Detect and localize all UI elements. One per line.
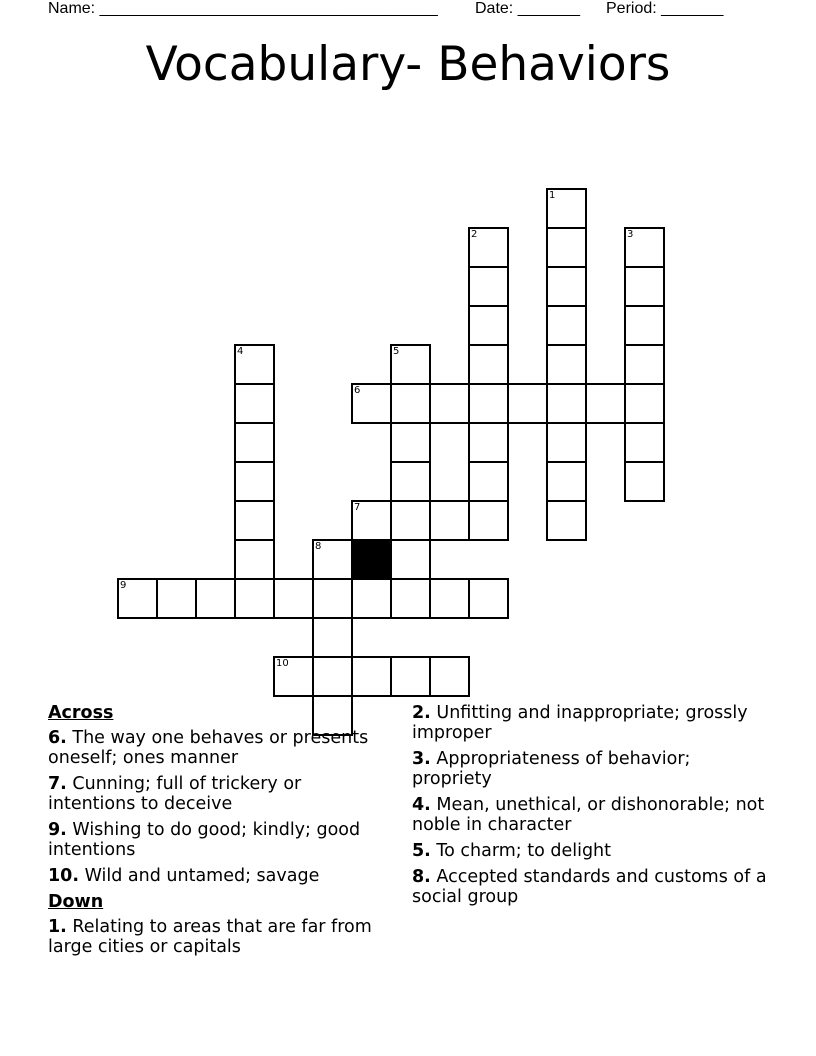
clue-text: Mean, unethical, or dishonorable; not noble in character: [412, 795, 765, 835]
down-clue-3: [412, 749, 772, 789]
grid-cell[interactable]: [624, 461, 665, 502]
cell-number: 8: [315, 541, 322, 552]
cell-number: 2: [471, 229, 478, 240]
down-clue-4: [412, 795, 772, 835]
black-cell: [351, 539, 392, 580]
grid-cell[interactable]: [351, 578, 392, 619]
grid-cell[interactable]: [390, 422, 431, 463]
grid-cell-3[interactable]: [624, 227, 665, 268]
grid-cell[interactable]: [390, 578, 431, 619]
across-clue-7: [48, 774, 388, 814]
clue-text: Unfitting and inappropriate; grossly improper: [412, 703, 748, 743]
grid-cell-4[interactable]: [234, 344, 275, 385]
grid-cell[interactable]: [390, 383, 431, 424]
grid-cell-1[interactable]: [546, 188, 587, 229]
grid-cell[interactable]: [468, 305, 509, 346]
grid-cell-9[interactable]: [117, 578, 158, 619]
grid-cell[interactable]: [429, 383, 470, 424]
clues-right-column: [412, 700, 772, 913]
grid-cell[interactable]: [351, 656, 392, 697]
grid-cell[interactable]: [468, 383, 509, 424]
clue-number: 8.: [412, 867, 431, 887]
grid-cell[interactable]: [546, 500, 587, 541]
grid-cell[interactable]: [156, 578, 197, 619]
grid-cell[interactable]: [429, 656, 470, 697]
grid-cell[interactable]: [234, 539, 275, 580]
grid-cell-2[interactable]: [468, 227, 509, 268]
grid-cell[interactable]: [429, 500, 470, 541]
grid-cell[interactable]: [390, 500, 431, 541]
grid-cell[interactable]: [585, 383, 626, 424]
down-clue-2: [412, 703, 772, 743]
down-clue-5: [412, 841, 772, 861]
grid-cell[interactable]: [468, 578, 509, 619]
grid-cell[interactable]: [546, 227, 587, 268]
grid-cell[interactable]: [312, 617, 353, 658]
grid-cell[interactable]: [624, 383, 665, 424]
grid-cell[interactable]: [624, 344, 665, 385]
grid-cell[interactable]: [507, 383, 548, 424]
clue-number: 1.: [48, 917, 67, 937]
across-clue-list: [48, 728, 388, 886]
clue-text: Cunning; full of trickery or intentions to deceive: [48, 774, 302, 814]
grid-cell[interactable]: [195, 578, 236, 619]
cell-number: 3: [627, 229, 634, 240]
across-clue-10: [48, 866, 388, 886]
grid-cell-7[interactable]: [351, 500, 392, 541]
clue-number: 10.: [48, 866, 80, 886]
grid-cell[interactable]: [468, 422, 509, 463]
clue-number: 5.: [412, 841, 431, 861]
name-field-label: Name: ______________________________________: [48, 0, 438, 17]
grid-cell[interactable]: [546, 383, 587, 424]
clue-text: The way one behaves or presents oneself; ones manner: [48, 728, 369, 768]
clue-number: 3.: [412, 749, 431, 769]
grid-cell[interactable]: [624, 305, 665, 346]
grid-cell[interactable]: [234, 383, 275, 424]
across-clue-9: [48, 820, 388, 860]
cell-number: 4: [237, 346, 244, 357]
date-field-label: Date: _______: [475, 0, 580, 17]
grid-cell[interactable]: [546, 422, 587, 463]
grid-cell-8[interactable]: [312, 539, 353, 580]
period-field-label: Period: _______: [606, 0, 724, 17]
across-clue-6: [48, 728, 388, 768]
cell-number: 6: [354, 385, 361, 396]
grid-cell[interactable]: [624, 266, 665, 307]
cell-number: 1: [549, 190, 556, 201]
cell-number: 5: [393, 346, 400, 357]
clue-number: 9.: [48, 820, 67, 840]
clue-number: 6.: [48, 728, 67, 748]
grid-cell[interactable]: [468, 266, 509, 307]
clue-number: 4.: [412, 795, 431, 815]
clue-number: 7.: [48, 774, 67, 794]
clue-text: Wild and untamed; savage: [84, 866, 320, 886]
page-title: Vocabulary- Behaviors: [145, 37, 671, 92]
grid-cell[interactable]: [273, 578, 314, 619]
cell-number: 9: [120, 580, 127, 591]
grid-cell[interactable]: [468, 344, 509, 385]
down-heading: Down: [48, 892, 104, 912]
grid-cell[interactable]: [390, 461, 431, 502]
clue-text: Relating to areas that are far from large cities or capitals: [48, 917, 372, 957]
grid-cell-6[interactable]: [351, 383, 392, 424]
cell-number: 7: [354, 502, 361, 513]
grid-cell[interactable]: [234, 422, 275, 463]
grid-cell[interactable]: [624, 422, 665, 463]
grid-cell-10[interactable]: [273, 656, 314, 697]
across-heading: Across: [48, 703, 114, 723]
clues-left-column: [48, 700, 388, 963]
down-clue-8: [412, 867, 772, 907]
grid-cell[interactable]: [546, 344, 587, 385]
clue-text: To charm; to delight: [436, 841, 612, 861]
grid-cell-5[interactable]: [390, 344, 431, 385]
grid-cell[interactable]: [546, 266, 587, 307]
grid-cell[interactable]: [234, 461, 275, 502]
grid-cell[interactable]: [234, 500, 275, 541]
grid-cell[interactable]: [468, 500, 509, 541]
grid-cell[interactable]: [390, 656, 431, 697]
grid-cell[interactable]: [546, 305, 587, 346]
grid-cell[interactable]: [312, 578, 353, 619]
grid-cell[interactable]: [546, 461, 587, 502]
cell-number: 10: [276, 658, 289, 669]
clue-text: Accepted standards and customs of a social group: [412, 867, 767, 907]
grid-cell[interactable]: [390, 539, 431, 580]
grid-cell[interactable]: [312, 656, 353, 697]
down-clue-1: [48, 917, 388, 957]
grid-cell[interactable]: [429, 578, 470, 619]
grid-cell[interactable]: [234, 578, 275, 619]
clue-text: Appropriateness of behavior; propriety: [412, 749, 691, 789]
clue-text: Wishing to do good; kindly; good intentions: [48, 820, 361, 860]
grid-cell[interactable]: [468, 461, 509, 502]
clue-number: 2.: [412, 703, 431, 723]
